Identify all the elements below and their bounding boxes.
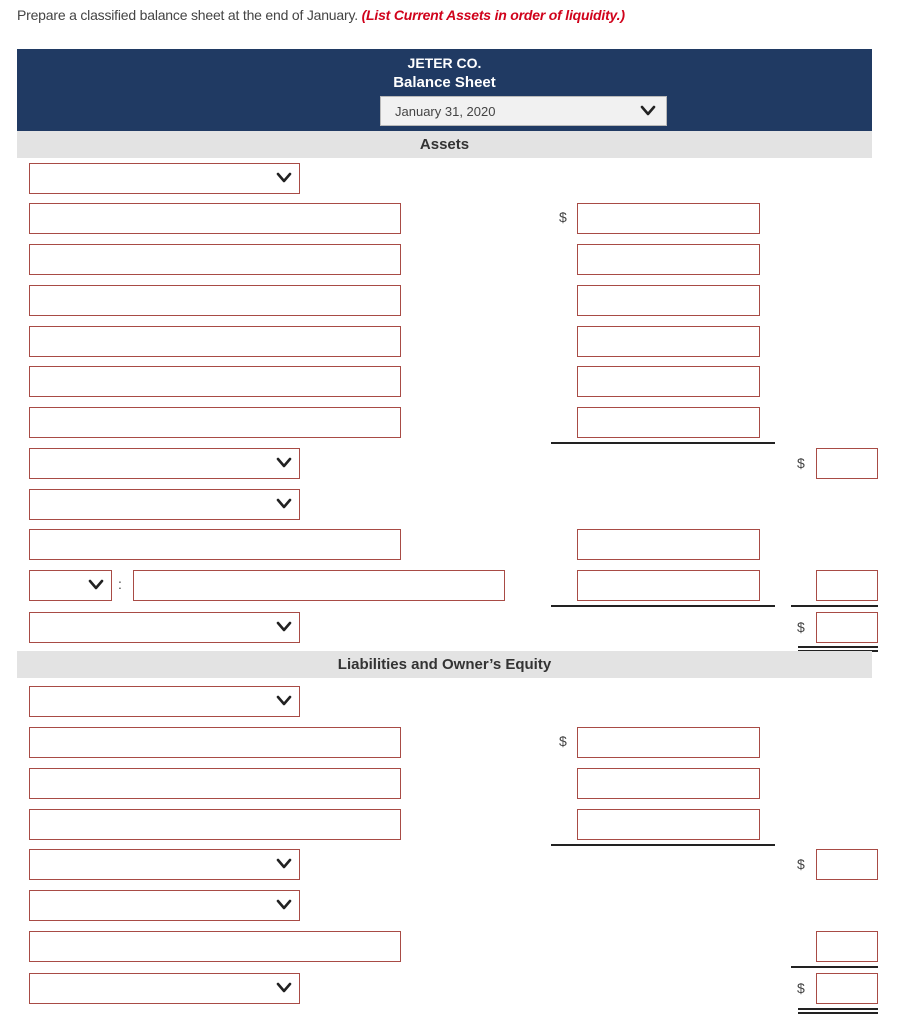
liability-amount-input-3[interactable] [577,809,760,840]
asset-category-select-2[interactable] [29,489,300,520]
asset-amount-input-5[interactable] [577,366,760,397]
asset-account-input-6[interactable] [29,407,401,438]
chevron-down-icon [275,694,293,708]
dollar-sign: $ [797,980,805,996]
owners-equity-select[interactable] [29,890,300,921]
asset-account-input-5[interactable] [29,366,401,397]
asset-amount-input-3[interactable] [577,285,760,316]
chevron-down-icon [275,620,293,634]
total-assets-select[interactable] [29,612,300,643]
net-asset-amount[interactable] [816,570,878,601]
liability-category-select-1[interactable] [29,686,300,717]
chevron-down-icon [275,171,293,185]
asset-amount-input-7[interactable] [577,529,760,560]
statement-title: Balance Sheet [393,74,496,91]
chevron-down-icon [275,456,293,470]
chevron-down-icon [275,857,293,871]
dollar-sign: $ [797,856,805,872]
asset-amount-input-4[interactable] [577,326,760,357]
chevron-down-icon [275,898,293,912]
asset-account-input-4[interactable] [29,326,401,357]
colon-separator: : [118,576,122,592]
subtotal-rule [551,605,775,607]
subtotal-rule [791,605,878,607]
total-assets-amount[interactable] [816,612,878,643]
dollar-sign: $ [797,619,805,635]
instruction-main: Prepare a classified balance sheet at the end of January. [17,7,362,23]
contra-asset-amount-input[interactable] [577,570,760,601]
contra-asset-select[interactable] [29,570,112,601]
dollar-sign: $ [559,733,567,749]
liability-account-input-1[interactable] [29,727,401,758]
subtotal-rule [791,966,878,968]
asset-amount-input-6[interactable] [577,407,760,438]
dollar-sign: $ [559,209,567,225]
total-liabilities-equity-select[interactable] [29,973,300,1004]
double-rule [798,1008,878,1010]
date-dropdown[interactable] [380,96,667,126]
company-name: JETER CO. [407,55,482,71]
dollar-sign: $ [797,455,805,471]
chevron-down-icon [275,497,293,511]
liability-amount-input-1[interactable] [577,727,760,758]
liability-amount-input-2[interactable] [577,768,760,799]
asset-account-input-7[interactable] [29,529,401,560]
asset-amount-input-2[interactable] [577,244,760,275]
asset-category-select-1[interactable] [29,163,300,194]
chevron-down-icon [275,981,293,995]
total-current-assets-select[interactable] [29,448,300,479]
subtotal-rule [551,844,775,846]
date-dropdown-value: January 31, 2020 [395,104,496,119]
double-rule [798,1012,878,1014]
owners-equity-amount[interactable] [816,931,878,962]
total-current-assets-amount[interactable] [816,448,878,479]
total-liabilities-amount[interactable] [816,849,878,880]
total-liabilities-select[interactable] [29,849,300,880]
liability-account-input-3[interactable] [29,809,401,840]
instruction-text [17,7,625,23]
asset-account-input-3[interactable] [29,285,401,316]
assets-section-heading: Assets [17,131,872,158]
asset-amount-input-1[interactable] [577,203,760,234]
owners-equity-account-input[interactable] [29,931,401,962]
liability-account-input-2[interactable] [29,768,401,799]
total-liabilities-equity-amount[interactable] [816,973,878,1004]
asset-account-input-1[interactable] [29,203,401,234]
contra-asset-account-input[interactable] [133,570,505,601]
asset-account-input-2[interactable] [29,244,401,275]
chevron-down-icon [639,104,657,118]
statement-header [17,49,872,131]
liabilities-section-heading: Liabilities and Owner’s Equity [17,651,872,678]
subtotal-rule [551,442,775,444]
chevron-down-icon [87,578,105,592]
double-rule [798,646,878,648]
instruction-emphasis: (List Current Assets in order of liquidity.) [361,7,625,23]
